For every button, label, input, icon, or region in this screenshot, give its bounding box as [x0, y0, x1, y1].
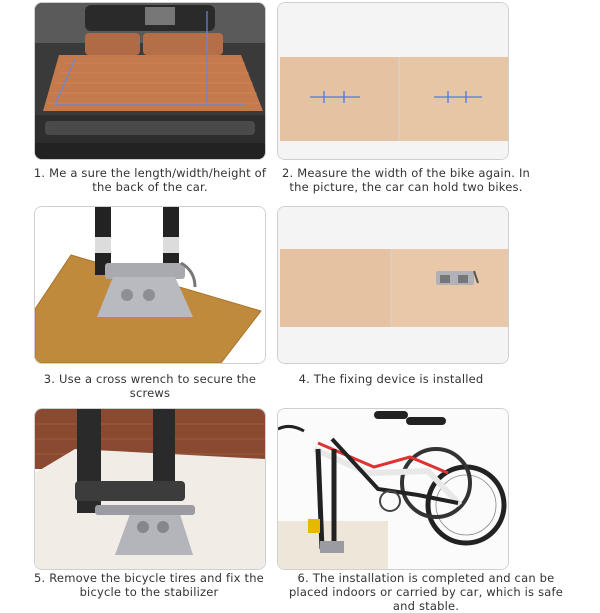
step-3-image	[34, 206, 266, 364]
step-1-image	[34, 2, 266, 160]
step-1-caption: 1. Me a sure the length/width/height of the back of the car.	[33, 166, 267, 194]
car-trunk-illustration	[35, 3, 265, 159]
step-6-image	[277, 408, 509, 570]
step-2-caption: 2. Measure the width of the bike again. In the picture, the car can hold two bikes.	[281, 166, 531, 194]
step-5-image	[34, 408, 266, 570]
mounted-bicycles-illustration	[278, 409, 508, 569]
step-4-image	[277, 206, 509, 364]
step-5-caption: 5. Remove the bicycle tires and fix the bicycle to the stabilizer	[34, 571, 264, 599]
step-3-caption: 3. Use a cross wrench to secure the screws	[43, 372, 257, 400]
board-measurement-illustration	[278, 3, 508, 159]
step-2-image	[277, 2, 509, 160]
step-6-caption: 6. The installation is completed and can be placed indoors or carried by car, which is safe and stable.	[288, 571, 564, 613]
fork-on-stabilizer-illustration	[35, 409, 265, 569]
step-4-caption: 4. The fixing device is installed	[298, 372, 484, 386]
fork-mount-on-board-illustration	[35, 207, 265, 363]
installed-fixing-device-illustration	[278, 207, 508, 363]
